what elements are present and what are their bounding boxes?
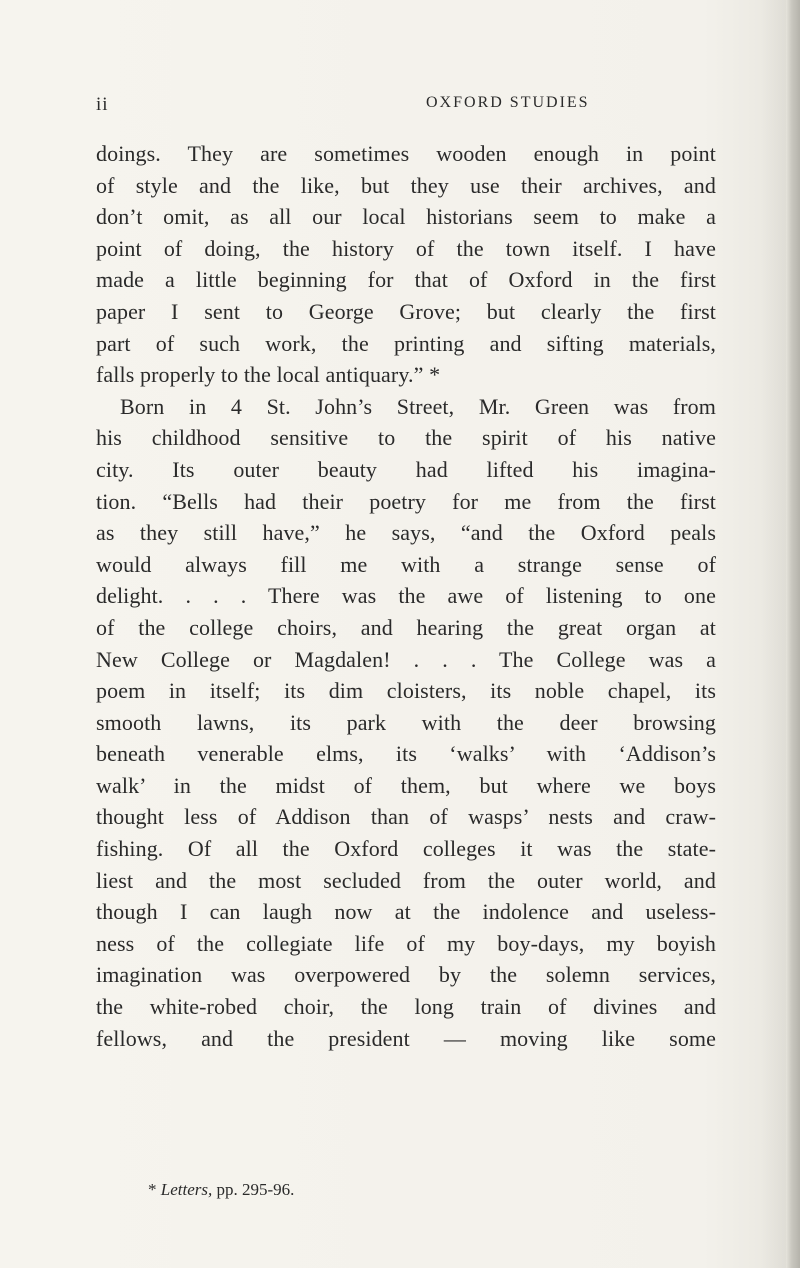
text-line: don’t omit, as all our local historians seem to make a: [96, 204, 716, 230]
text-line: ness of the collegiate life of my boy-days, my boyish: [96, 930, 716, 956]
text-line: paper I sent to George Grove; but clearly the first: [96, 298, 716, 324]
text-line: as they still have,” he says, “and the Oxford peals: [96, 520, 716, 546]
text-line: thought less of Addison than of wasps’ nests and craw-: [96, 804, 716, 830]
text-line: of style and the like, but they use their archives, and: [96, 172, 716, 198]
text-line: delight. . . . There was the awe of listening to one: [96, 583, 716, 609]
running-head: OXFORD STUDIES: [426, 94, 590, 111]
footnote-marker: *: [148, 1180, 157, 1199]
text-line: liest and the most secluded from the outer world, and: [96, 867, 716, 893]
text-line: made a little beginning for that of Oxford in the first: [96, 267, 716, 293]
page-edge-shadow: [786, 0, 800, 1268]
text-line: tion. “Bells had their poetry for me from the first: [96, 488, 716, 514]
text-line: walk’ in the midst of them, but where we boys: [96, 772, 716, 798]
text-line: imagination was overpowered by the solemn services,: [96, 962, 716, 988]
text-line: city. Its outer beauty had lifted his imagina-: [96, 456, 716, 482]
text-line: poem in itself; its dim cloisters, its noble chapel, its: [96, 678, 716, 704]
page-header: [96, 94, 716, 116]
body-text: [96, 138, 716, 1054]
text-line: his childhood sensitive to the spirit of his native: [96, 425, 716, 451]
page-number: ii: [96, 94, 109, 115]
text-line: fishing. Of all the Oxford colleges it was the state-: [96, 836, 716, 862]
text-line: would always fill me with a strange sense of: [96, 551, 716, 577]
text-line: of the college choirs, and hearing the great organ at: [96, 614, 716, 640]
footnote: [148, 1180, 294, 1200]
text-line: part of such work, the printing and sifting materials,: [96, 330, 716, 356]
text-line: doings. They are sometimes wooden enough in point: [96, 141, 716, 166]
text-line: fellows, and the president — moving like some: [96, 1025, 716, 1051]
text-line: falls properly to the local antiquary.” *: [96, 362, 441, 388]
text-line: New College or Magdalen! . . . The College was a: [96, 646, 716, 672]
text-line: smooth lawns, its park with the deer browsing: [96, 709, 716, 735]
text-line: Born in 4 St. John’s Street, Mr. Green was from: [120, 393, 716, 419]
text-line: beneath venerable elms, its ‘walks’ with ‘Addison’s: [96, 741, 716, 767]
text-line: point of doing, the history of the town itself. I have: [96, 235, 716, 261]
footnote-source-title: Letters,: [160, 1180, 213, 1199]
text-line: though I can laugh now at the indolence and useless-: [96, 899, 716, 925]
footnote-pages: pp. 295-96.: [216, 1180, 295, 1199]
text-line: the white-robed choir, the long train of divines and: [96, 994, 716, 1020]
